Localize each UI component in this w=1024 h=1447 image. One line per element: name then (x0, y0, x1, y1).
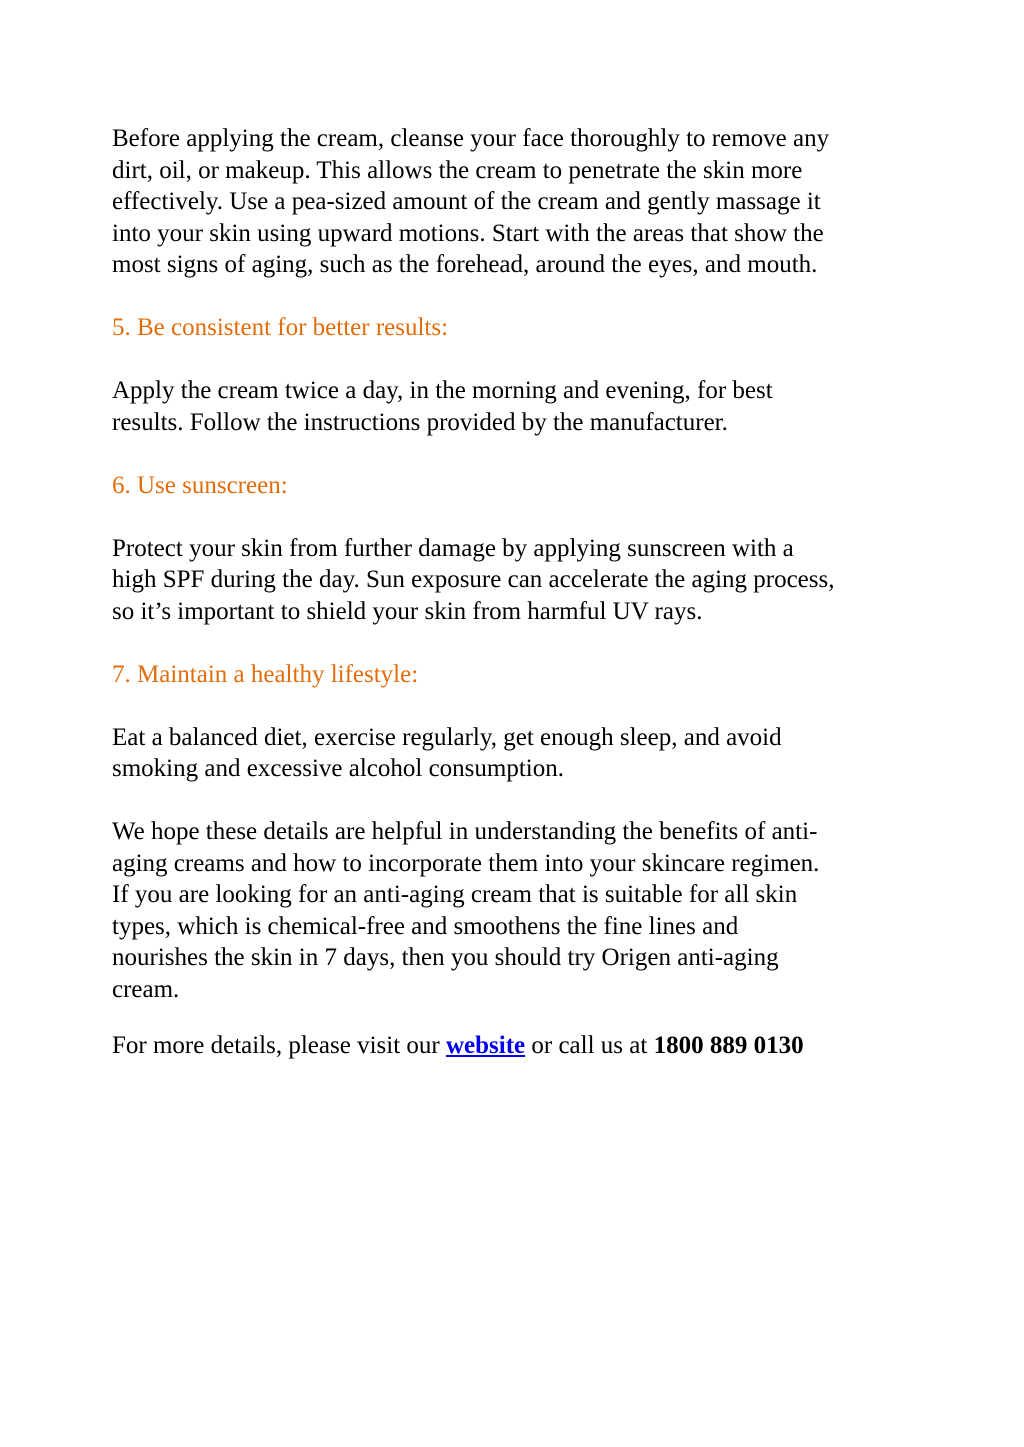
text-line: If you are looking for an anti-aging cream that is suitable for all skin (112, 881, 798, 908)
document-page (112, 123, 922, 1062)
contact-line (112, 1030, 922, 1062)
contact-prefix: For more details, please visit our (112, 1032, 446, 1059)
contact-middle: or call us at (525, 1032, 654, 1059)
website-link[interactable]: website (445, 1032, 526, 1059)
spacer (112, 785, 922, 817)
section-heading-consistency: 5. Be consistent for better results: (112, 314, 449, 341)
spacer (112, 501, 922, 533)
spacer (112, 438, 922, 470)
text-line: Protect your skin from further damage by applying sunscreen with a (112, 534, 794, 562)
spacer (112, 1005, 922, 1030)
text-line: We hope these details are helpful in understanding the benefits of anti- (112, 818, 818, 845)
text-line: Eat a balanced diet, exercise regularly, get enough sleep, and avoid (112, 723, 782, 751)
text-line: so it’s important to shield your skin from harmful UV rays. (112, 597, 703, 625)
text-line: nourishes the skin in 7 days, then you should try Origen anti-aging (112, 944, 779, 971)
text-line: smoking and excessive alcohol consumption. (112, 755, 565, 782)
text-line: effectively. Use a pea-sized amount of the cream and gently massage it (112, 188, 821, 215)
text-line: results. Follow the instructions provided by the manufacturer. (112, 408, 728, 436)
text-line: Apply the cream twice a day, in the morning and evening, for best (112, 377, 773, 404)
text-line: high SPF during the day. Sun exposure can accelerate the aging process, (112, 566, 835, 593)
sunscreen-paragraph (112, 533, 922, 628)
lifestyle-paragraph (112, 722, 922, 785)
spacer (112, 690, 922, 722)
consistency-paragraph (112, 375, 922, 438)
spacer (112, 281, 922, 313)
spacer (112, 344, 922, 376)
section-heading-sunscreen: 6. Use sunscreen: (112, 471, 288, 499)
text-line: cream. (112, 975, 180, 1003)
text-line: most signs of aging, such as the forehead, around the eyes, and mouth. (112, 251, 818, 278)
text-line: dirt, oil, or makeup. This allows the cream to penetrate the skin more (112, 156, 803, 184)
text-line: types, which is chemical-free and smoothens the fine lines and (112, 912, 739, 940)
text-line: Before applying the cream, cleanse your face thoroughly to remove any (112, 125, 830, 152)
intro-paragraph (112, 123, 922, 281)
closing-paragraph (112, 816, 922, 1005)
text-line: into your skin using upward motions. Start with the areas that show the (112, 219, 824, 247)
text-line: aging creams and how to incorporate them into your skincare regimen. (112, 849, 820, 877)
section-heading-lifestyle: 7. Maintain a healthy lifestyle: (112, 660, 419, 688)
spacer (112, 627, 922, 659)
phone-number: 1800 889 0130 (653, 1032, 804, 1059)
